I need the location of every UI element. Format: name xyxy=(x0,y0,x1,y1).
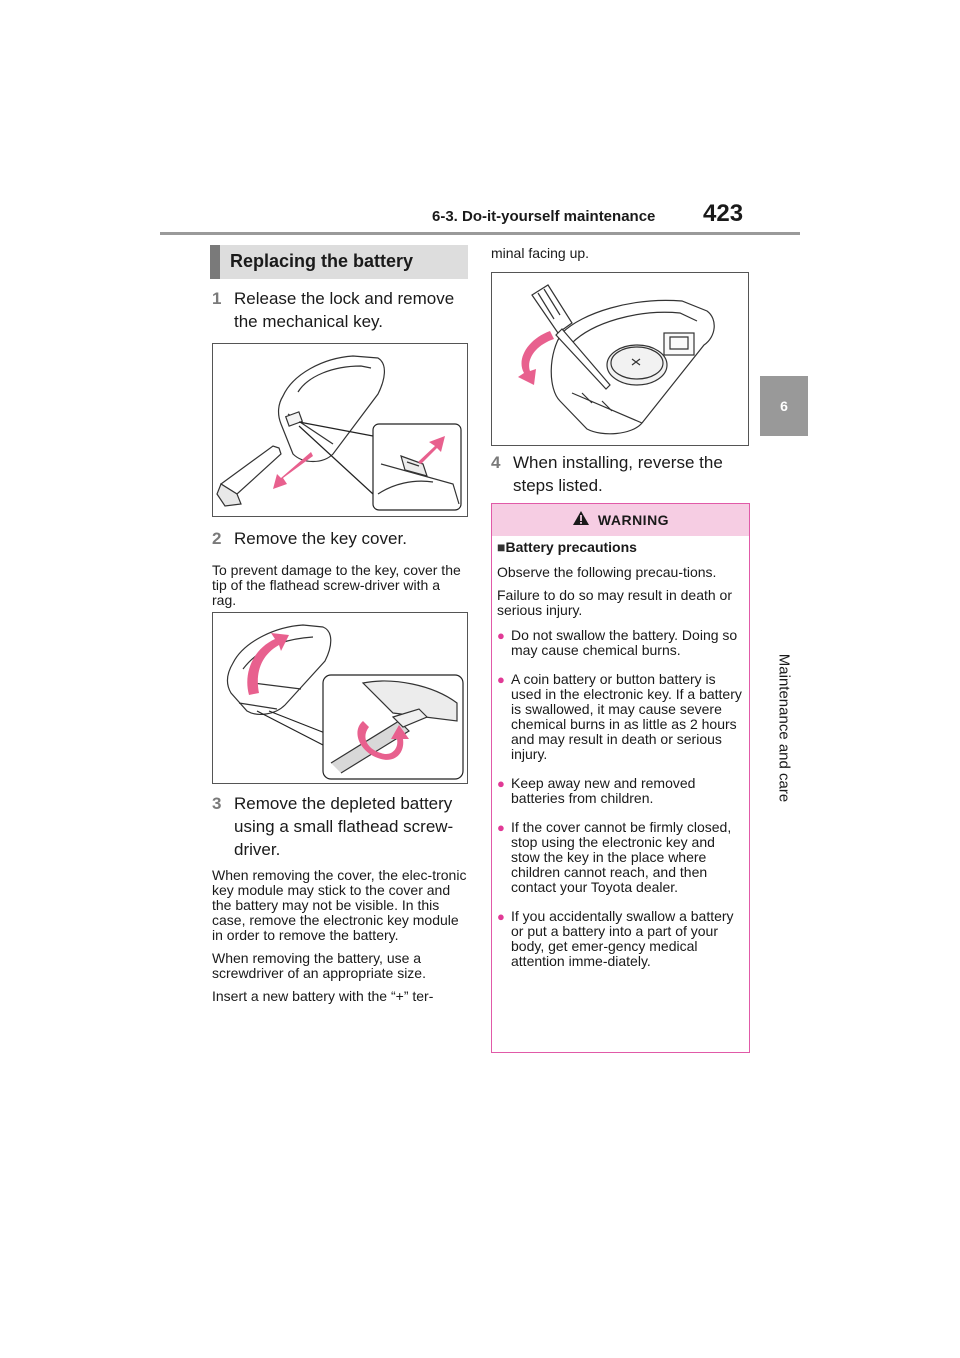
step-2-note xyxy=(212,563,467,616)
warning-bullet xyxy=(497,909,742,969)
note-text: minal facing up. xyxy=(491,245,590,261)
bullet-icon: ● xyxy=(497,776,505,791)
bullet-icon: ● xyxy=(497,820,505,835)
section-title xyxy=(210,245,468,279)
warning-intro: Observe the following precau-tions. xyxy=(497,564,717,580)
step-text: When installing, reverse the steps listed. xyxy=(513,453,723,495)
bullet-text: If the cover cannot be firmly closed, stop using the electronic key and stow the key in the place where children cannot reach, and then contact your Toyota dealer. xyxy=(511,819,732,895)
figure-remove-mechanical-key xyxy=(212,343,468,517)
page-number: 423 xyxy=(703,200,744,227)
bullet-text: Do not swallow the battery. Doing so may cause chemical burns. xyxy=(511,627,738,658)
note-text: When removing the battery, use a screwdriver of an appropriate size. xyxy=(212,950,426,981)
subheading-text: Battery precautions xyxy=(505,539,637,555)
chapter-label-text: Maintenance and care xyxy=(775,653,793,803)
warning-bullet xyxy=(497,820,742,895)
chapter-label xyxy=(756,548,812,908)
warning-bullet xyxy=(497,672,742,762)
bullet-text: If you accidentally swallow a battery or put a battery into a part of your body, get emer-gency medical attention imme-diately. xyxy=(511,908,734,969)
bullet-text: A coin battery or button battery is used in the electronic key. If a battery is swallowed, it may cause severe chemical burns in as little as 2 hours and may result in death or serious injury. xyxy=(511,671,742,762)
warning-triangle-icon xyxy=(572,510,590,531)
warning-subheading xyxy=(497,540,742,555)
figure-remove-key-cover xyxy=(212,612,468,784)
step-text: Release the lock and remove the mechanical key. xyxy=(234,289,455,331)
bullet-icon: ● xyxy=(497,628,505,643)
step-number: 1 xyxy=(212,289,222,308)
note-text: Insert a new battery with the “+” ter- xyxy=(212,988,434,1004)
step-3 xyxy=(212,792,467,861)
step-4 xyxy=(491,451,746,497)
warning-title: WARNING xyxy=(597,512,670,528)
note-text: To prevent damage to the key, cover the tip of the flathead screw-driver with a rag. xyxy=(212,562,461,608)
step-3-note-continued xyxy=(491,246,746,269)
step-1 xyxy=(212,287,467,333)
bullet-icon: ● xyxy=(497,672,505,687)
bullet-text: Keep away new and removed batteries from children. xyxy=(511,775,696,806)
step-number: 4 xyxy=(491,453,501,472)
section-header: 6-3. Do-it-yourself maintenance xyxy=(432,208,656,225)
section-title-text: Replacing the battery xyxy=(230,251,414,271)
step-text: Remove the depleted battery using a small flathead screw-driver. xyxy=(234,794,454,859)
bullet-icon: ● xyxy=(497,909,505,924)
warning-intro: Failure to do so may result in death or serious injury. xyxy=(497,587,733,618)
warning-body xyxy=(497,540,742,983)
header-rule xyxy=(160,232,800,235)
step-3-notes xyxy=(212,868,467,1012)
step-text: Remove the key cover. xyxy=(234,529,407,548)
warning-box xyxy=(491,503,750,1053)
warning-bullet xyxy=(497,628,742,658)
chapter-tab: 6 xyxy=(760,376,808,436)
step-2 xyxy=(212,527,467,550)
note-text: When removing the cover, the elec-tronic key module may stick to the cover and the battery may not be visible. In this case, remove the electronic key module in order to remove the battery. xyxy=(212,867,467,943)
step-number: 3 xyxy=(212,794,222,813)
warning-bullet xyxy=(497,776,742,806)
subheading-marker: ■ xyxy=(497,539,506,555)
figure-remove-battery xyxy=(491,272,749,446)
warning-header xyxy=(492,504,749,536)
step-number: 2 xyxy=(212,529,222,548)
